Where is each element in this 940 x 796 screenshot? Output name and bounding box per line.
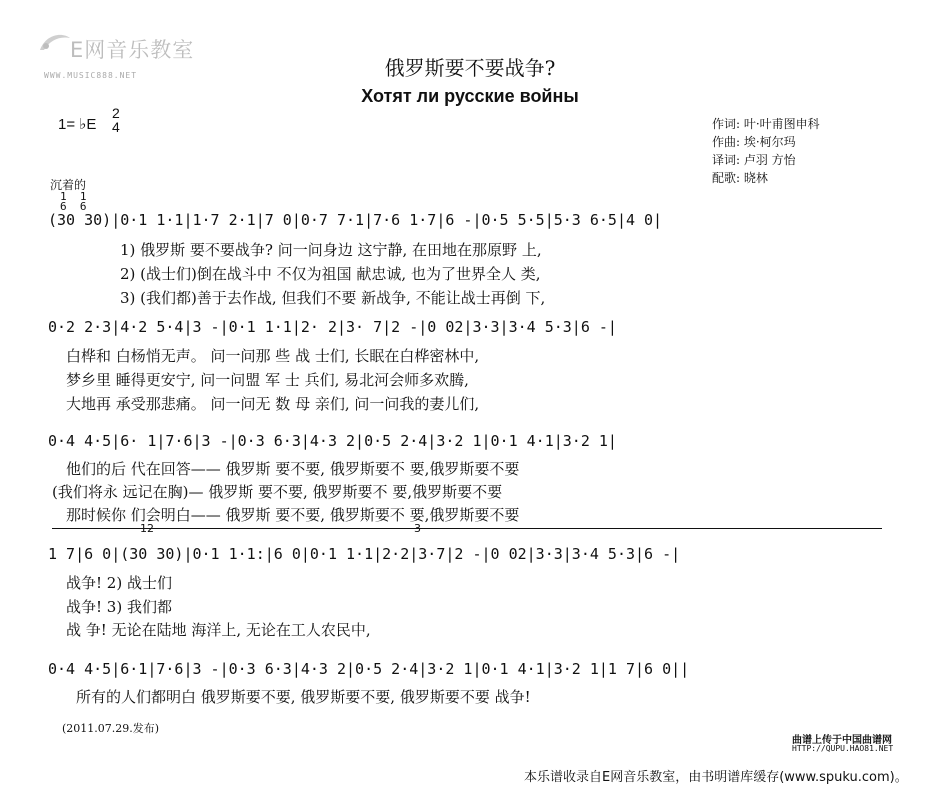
title-russian: Хотят ли русские войны [361,86,579,106]
lyric-3-verse-3: 那时候你 们会明白—— 俄罗斯 要不要, 俄罗斯要不 要,俄罗斯要不要 [66,506,520,524]
lyric-2-verse-1: 白桦和 白杨悄无声。 问一问那 些 战 士们, 长眠在白桦密林中, [66,347,480,365]
score-line-3: 0·4 4·5|6· 1|7·6|3 -|0·3 6·3|4·3 2|0·5 2·4|3·2 1|0·1 4·1|3·2 1| [48,432,617,450]
key-signature: 1= ♭E [58,116,97,133]
credit-composer: 作曲: 埃·柯尔玛 [712,135,796,149]
logo-text: E网音乐教室 [70,38,195,62]
volta-label-3: 3 [414,522,421,535]
lyric-4-verse-1: 战争! 2) 战士们 [66,574,172,592]
credits [712,115,820,187]
score-line-1: (30 30)|0·1 1·1|1·7 2·1|7 0|0·7 7·1|7·6 1·7|6 -|0·5 5·5|5·3 6·5|4 0| [48,211,663,229]
logo-swirl-icon [36,30,72,54]
lyric-4-verse-3: 战 争! 无论在陆地 海洋上, 无论在工人农民中, [66,621,371,639]
volta-bracket-2 [282,528,882,529]
time-signature [112,106,120,134]
credit-lyricist: 作词: 叶·叶甫图申科 [712,117,820,131]
lyric-2-verse-3: 大地再 承受那悲痛。 问一问无 数 母 亲们, 问一问我的妻儿们, [66,395,480,413]
upload-url[interactable]: HTTP://QUPU.HAO81.NET [792,744,894,753]
publish-date: (2011.07.29.发布) [62,722,160,735]
upload-note: 曲谱上传于中国曲谱网 [792,735,892,746]
lyric-1-verse-3: 3) (我们都)善于去作战, 但我们不要 新战争, 不能让战士再倒 下, [120,289,546,307]
score-line-2: 0·2 2·3|4·2 5·4|3 -|0·1 1·1|2· 2|3· 7|2 -|0 02|3·3|3·4 5·3|6 -| [48,318,617,336]
lyric-4-verse-2: 战争! 3) 我们都 [66,598,172,616]
meter-bottom: 4 [112,119,120,135]
logo-url: WWW.MUSIC888.NET [44,71,138,80]
lyric-1-verse-1: 1) 俄罗斯 要不要战争? 问一问身边 这宁静, 在田地在那原野 上, [120,241,542,259]
volta-label-12: 12 [140,522,154,535]
title-chinese: 俄罗斯要不要战争? [384,56,556,80]
credit-arranger: 配歌: 晓林 [712,171,768,185]
lyric-2-verse-2: 梦乡里 睡得更安宁, 问一问盟 军 士 兵们, 易北河会师多欢腾, [66,371,469,389]
score-line-5: 0·4 4·5|6·1|7·6|3 -|0·3 6·3|4·3 2|0·5 2·4|3·2 1|0·1 4·1|3·2 1|1 7|6 0|| [48,660,690,678]
lyric-5-verse-1: 所有的人们都明白 俄罗斯要不要, 俄罗斯要不要, 俄罗斯要不要 战争! [76,688,531,706]
lyric-3-verse-2: (我们将永 远记在胸)— 俄罗斯 要不要, 俄罗斯要不 要,俄罗斯要不要 [52,483,503,501]
volta-bracket-1 [52,528,282,529]
tempo-marking: 沉着的 [50,178,87,192]
score-line-4: 1 7|6 0|(30 30)|0·1 1·1:|6 0|0·1 1·1|2·2|3·7|2 -|0 02|3·3|3·4 5·3|6 -| [48,545,681,563]
lyric-1-verse-2: 2) (战士们)倒在战斗中 不仅为祖国 献忠诚, 也为了世界全人 类, [120,265,541,283]
grace-notes: 1 1 6 6 [60,190,87,213]
credit-translator: 译词: 卢羽 方怡 [712,153,796,167]
lyric-3-verse-1: 他们的后 代在回答—— 俄罗斯 要不要, 俄罗斯要不 要,俄罗斯要不要 [66,460,520,478]
footer-note: 本乐谱收录自E网音乐教室，由书明谱库缓存(www.spuku.com)。 [524,770,908,785]
meter-top: 2 [112,105,120,121]
